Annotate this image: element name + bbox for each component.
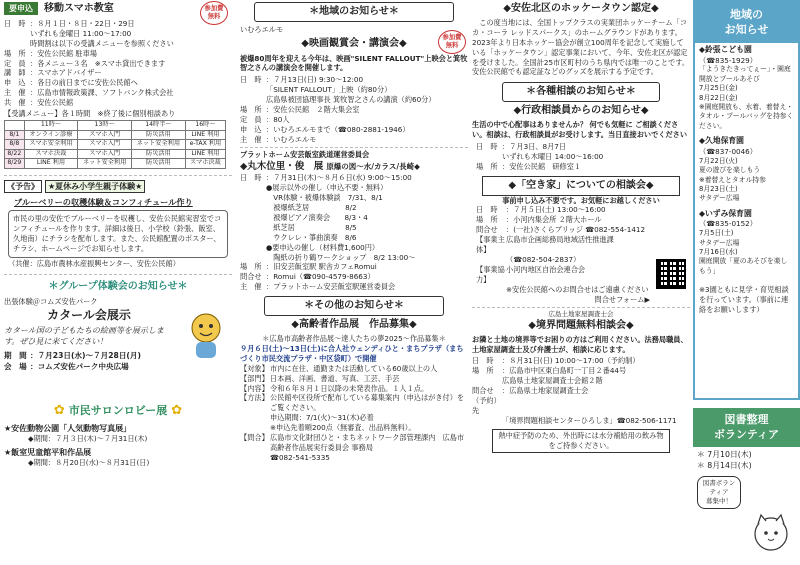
sidebar-note: ※3園ともに見学・育児相談を行っています。（事前に連絡をお願いします） bbox=[699, 285, 789, 315]
info-row bbox=[472, 416, 690, 426]
info-key bbox=[240, 243, 266, 253]
info-key: 講 師 bbox=[4, 68, 26, 78]
kyokai-intro: お隣と土地の境界等でお困りの方はご利用ください。法務局職員、土地家屋調査士及び弁護士が、相談に応じます。 bbox=[472, 334, 688, 354]
info-key bbox=[240, 413, 270, 423]
library-title: 図書整理 ボランティア bbox=[693, 408, 800, 447]
info-key bbox=[240, 95, 266, 105]
sidebar-title: 地域の お知らせ bbox=[695, 2, 798, 43]
info-row bbox=[4, 98, 232, 108]
table-header-cell: 14時半～ bbox=[132, 121, 186, 131]
info-row bbox=[240, 413, 468, 423]
sumaho-section bbox=[0, 0, 236, 171]
info-key bbox=[240, 223, 266, 233]
gyosei-title: ◆行政相談員からのお知らせ◆ bbox=[513, 105, 649, 117]
info-key: 場 所 bbox=[4, 48, 26, 58]
movie-lines bbox=[240, 75, 468, 145]
inquiry-form-link[interactable]: 問合せフォーム▶ bbox=[594, 294, 650, 304]
free-badge-2: 参加費 無料 bbox=[438, 30, 466, 54]
info-row bbox=[240, 213, 468, 223]
info-key bbox=[240, 423, 270, 433]
info-row bbox=[4, 68, 232, 78]
info-value: いずれも金曜日 11:00～17:00 bbox=[30, 28, 132, 38]
movie-title: ◆映画観賞会・講演会◆ bbox=[301, 37, 407, 49]
info-value: 市内に在住、通勤または活動している60歳以上の人 bbox=[270, 363, 438, 373]
info-value: 日本画、洋画、書道、写真、工芸、手芸 bbox=[270, 373, 400, 383]
sidebar-item bbox=[699, 136, 794, 204]
info-value: いずれも木曜日 14:00～16:00 bbox=[502, 151, 604, 161]
info-row bbox=[240, 272, 468, 282]
info-value: ：いむろエルモまで（☎080-2881-1946） bbox=[266, 125, 410, 135]
akiya-intro: 事前申し込み不要です。お気軽にお越しください bbox=[502, 195, 660, 205]
info-key: 【方法】 bbox=[240, 393, 269, 403]
info-row bbox=[240, 433, 468, 453]
table-row bbox=[5, 140, 226, 150]
info-key: 日 時 bbox=[240, 173, 262, 183]
info-value: 被爆紙芝居 8/2 bbox=[266, 202, 357, 212]
platform-label: プラットホーム安芸飯室鉄道運営委員会 bbox=[240, 149, 370, 159]
heat-note: 熱中症予防のため、外出時には水分補給用の飲み物をご持参ください。 bbox=[492, 429, 670, 453]
maruki-lines bbox=[240, 173, 468, 292]
table-cell: ネット安全利用 bbox=[132, 140, 186, 150]
info-row bbox=[4, 29, 232, 39]
kyokai-title: ◆境界問題無料相談会◆ bbox=[528, 319, 634, 331]
salon-item bbox=[4, 447, 232, 468]
info-value: VR体験・被爆体験談 7/31、8/1 bbox=[266, 192, 383, 202]
menu-table bbox=[4, 120, 226, 169]
table-cell: e-TAX 利用 bbox=[185, 140, 225, 150]
info-row bbox=[476, 205, 690, 215]
info-key bbox=[476, 285, 506, 295]
info-value: 広島県土地家屋調査士会館２階 bbox=[502, 376, 603, 386]
maruki-sub: 原爆の図～水/カラス/長崎◆ bbox=[326, 161, 420, 171]
kikan-row: 期 間 ：７月23日(水)～７月28日(月) bbox=[4, 351, 141, 361]
info-row bbox=[472, 356, 690, 366]
info-key bbox=[4, 39, 30, 49]
info-key bbox=[240, 453, 270, 463]
other-notice-title: ＊その他のお知らせ＊ bbox=[264, 296, 444, 316]
info-row bbox=[240, 453, 468, 463]
info-value: ※安佐公民館へのお問合せはご遠慮ください bbox=[506, 284, 649, 294]
yokoku-tag: ★夏休み小学生親子体験★ bbox=[45, 180, 145, 193]
info-row bbox=[476, 225, 690, 235]
info-value: 申込期間：7/1(火)～31(木)必着 bbox=[270, 413, 374, 423]
info-key bbox=[240, 203, 266, 213]
table-cell: 8/8 bbox=[5, 140, 25, 150]
info-value: 陶紙の折り鶴ワークショップ 8/2 13:00～ bbox=[266, 252, 416, 262]
apply-tag: 要申込 bbox=[4, 2, 38, 15]
salon-title: 市民サロンロビー展 bbox=[68, 404, 168, 418]
info-value: ：広島市情報政策課、ソフトバンク株式会社 bbox=[30, 88, 174, 98]
table-cell: 8/22 bbox=[5, 149, 25, 159]
info-row bbox=[240, 262, 468, 272]
qr-code[interactable] bbox=[656, 259, 686, 289]
info-value: 時間割は以下の受講メニューを参照ください bbox=[30, 38, 174, 48]
sidebar-item-body: 7月5日(土) サタデー広場 7月16日(水) 園庭開放「夏のあそびを楽しもう」 bbox=[699, 229, 788, 275]
sidebar-item-tel: （☎837-0046） bbox=[699, 146, 757, 156]
info-row bbox=[476, 162, 690, 172]
info-value: ※申込先着順200点（無審査、出品料無料）。 bbox=[270, 423, 416, 433]
kyokai-lines bbox=[472, 356, 690, 426]
table-cell: 防災活用 bbox=[132, 149, 186, 159]
sidebar-item bbox=[699, 209, 794, 277]
maruki-title: ◆丸木位里・俊 展 bbox=[240, 160, 324, 172]
table-header-cell: 11時～ bbox=[24, 121, 78, 131]
elmo-label: いむろエルモ bbox=[240, 24, 284, 34]
sunflower-icon: ✿ bbox=[53, 402, 65, 418]
info-value: 令和６年８月１日以降の未発表作品。１人１点。 bbox=[270, 383, 429, 393]
info-value: ウクレレ・箏曲演奏 8/6 bbox=[266, 232, 357, 242]
sidebar-item-name: ◆鈴張こども園 bbox=[699, 44, 752, 54]
info-row bbox=[4, 19, 232, 29]
sidebar-item-name: ◆久地保育園 bbox=[699, 136, 744, 146]
column-4 bbox=[693, 0, 800, 565]
salon-item-period: ◆期間：８月20日(水)～８月31日(日) bbox=[28, 457, 150, 467]
info-key: 日 時 bbox=[476, 205, 498, 215]
column-1 bbox=[0, 0, 236, 565]
sidebar-item bbox=[699, 45, 794, 131]
info-key bbox=[476, 255, 506, 265]
info-key: 問合せ bbox=[240, 272, 262, 282]
info-key bbox=[240, 233, 266, 243]
kataru-message: カタール国の子どもたちの絵画等を展示します。ぜひ見に来てください！ bbox=[4, 326, 164, 347]
blueberry-note: （共催：広島市農林水産振興センター、安佐公民館） bbox=[8, 259, 180, 268]
info-value: 「SILENT FALLOUT」上映（約80分） bbox=[266, 85, 392, 95]
info-value: ：安佐公民館 ２階大集会室 bbox=[266, 105, 360, 115]
info-row bbox=[240, 374, 468, 384]
info-key: 場 所 bbox=[240, 262, 262, 272]
library-date: ＊ 7月10日(木) bbox=[697, 449, 752, 459]
mascot-illustration bbox=[184, 310, 228, 362]
table-cell: 8/1 bbox=[5, 130, 25, 140]
info-row bbox=[476, 215, 690, 225]
info-key bbox=[240, 213, 266, 223]
info-row bbox=[476, 235, 690, 255]
sidebar-item-name: ◆いずみ保育園 bbox=[699, 208, 752, 218]
free-badge: 参加費 無料 bbox=[200, 1, 228, 25]
info-row bbox=[476, 152, 690, 162]
salon-list bbox=[4, 423, 232, 468]
table-row bbox=[5, 149, 226, 159]
info-row bbox=[240, 115, 468, 125]
info-value: ☎082-541-5335 bbox=[270, 453, 330, 463]
info-row bbox=[240, 282, 468, 292]
info-key: 【部門】 bbox=[240, 373, 269, 383]
info-key: 【内容】 bbox=[240, 383, 269, 393]
info-value: ●要申込の催し（材料費1,600円） bbox=[266, 242, 380, 252]
movie-intro: 被爆80周年を迎える今年は、映画"SILENT FALLOUT"上映会と箕牧智之さんの講演会を開催します。 bbox=[240, 53, 468, 73]
info-row bbox=[240, 173, 468, 183]
info-row bbox=[4, 88, 232, 98]
info-row bbox=[4, 39, 232, 49]
info-key bbox=[240, 193, 266, 203]
table-cell: 防災活用 bbox=[132, 130, 186, 140]
table-cell: スマホ入門 bbox=[78, 149, 132, 159]
kaijo-row: 会 場 ：コムズ安佐パーク中央広場 bbox=[4, 361, 129, 371]
info-value: ：各メニュー３名 ※スマホ貸出できます bbox=[30, 58, 166, 68]
info-value: ：広島県土地家屋調査士会 bbox=[502, 386, 589, 396]
info-key: 日 時 bbox=[240, 75, 262, 85]
table-header-cell: 16時～ bbox=[185, 121, 225, 131]
info-key: 主 催 bbox=[240, 282, 262, 292]
blueberry-title: ブルーベリーの収穫体験＆コンフィチュール作り bbox=[14, 196, 193, 207]
info-value: 小河内地区自治会連合会 bbox=[506, 265, 586, 275]
blueberry-body: 市民の里の安佐でブルーベリーを収穫し、安佐公民館実習室でコンフィチュールを作ります。詳細は後日、小学校（鈴張、飯室、久地南）にチラシを配布します。また、公民館配置のポスター、チラシ、ホームページでお知らせします。 bbox=[13, 214, 222, 254]
info-value: ：８月31日(日) 10:00～17:00（予約制） bbox=[502, 356, 640, 366]
info-value: ：安佐公民館 駐車場 bbox=[30, 48, 97, 58]
sidebar-item-body: 7月22日(火) 夏の遊びを楽しもう ※着替えとタオル持参 8月23日(土) サタデー広場 bbox=[699, 156, 766, 203]
salon-item bbox=[4, 423, 232, 444]
info-row bbox=[240, 75, 468, 85]
info-row bbox=[240, 183, 468, 193]
info-value: 広島市企画総務局地域活性推進課 bbox=[506, 235, 614, 245]
info-row bbox=[4, 59, 232, 69]
table-row bbox=[5, 159, 226, 169]
info-key bbox=[476, 152, 502, 162]
info-key bbox=[472, 376, 502, 386]
info-value: ：いむろエルモ bbox=[266, 135, 317, 145]
info-value: ：安佐公民館 研修室１ bbox=[502, 161, 582, 171]
info-row bbox=[472, 376, 690, 386]
menu-caption: 【受講メニュー】各１時間 ※終了後に個別相談あり bbox=[4, 109, 176, 119]
info-row bbox=[476, 142, 690, 152]
info-key: 日 時 bbox=[476, 141, 498, 151]
info-key: 【対象】 bbox=[240, 363, 269, 373]
kyokai-org: 広島土地家屋調査士会 bbox=[548, 309, 614, 318]
info-value: 広島県被団協理事長 箕牧智之さんの講演（約60分） bbox=[266, 95, 436, 105]
table-cell: 防災活用 bbox=[132, 159, 186, 169]
info-key: 場 所 bbox=[476, 161, 498, 171]
boshu-sub: ＊広島市高齢者作品展～達人たちの夢2025～作品募集＊ bbox=[262, 333, 446, 343]
akiya-title: ◆「空き家」についての相談会◆ bbox=[482, 176, 680, 196]
info-value: ：プラットホーム安芸飯室駅運営委員会 bbox=[266, 282, 396, 292]
info-row bbox=[240, 135, 468, 145]
info-key: 問合せ（予約）先 bbox=[472, 386, 501, 416]
soudan-title: ＊各種相談のお知らせ＊ bbox=[502, 82, 660, 102]
table-cell: LINE 利用 bbox=[185, 149, 225, 159]
info-row bbox=[240, 105, 468, 115]
info-value: ：(一社)さくらブリッジ ☎082-554-1412 bbox=[506, 225, 646, 235]
info-key bbox=[4, 29, 30, 39]
info-value: ：各日の前日までに安佐公民館へ bbox=[30, 78, 138, 88]
info-key bbox=[240, 183, 266, 193]
info-key: 場 所 bbox=[240, 105, 262, 115]
info-key: 場 所 bbox=[472, 366, 494, 376]
info-row bbox=[240, 125, 468, 135]
info-row bbox=[240, 193, 468, 203]
info-value: ：Romui（☎090-4579-8663） bbox=[266, 272, 375, 282]
table-row bbox=[5, 130, 226, 140]
info-value: ：７月31日(木)～８月６日(水) 9:00～15:00 bbox=[266, 173, 412, 183]
table-header-cell bbox=[5, 121, 25, 131]
info-row bbox=[240, 423, 468, 433]
column-3 bbox=[472, 0, 690, 565]
info-value: ：小河内集会所 ２階大ホール bbox=[506, 215, 602, 225]
info-row bbox=[240, 393, 468, 413]
info-row bbox=[240, 364, 468, 374]
info-key: 問合せ bbox=[476, 225, 498, 235]
blueberry-box bbox=[8, 210, 228, 258]
info-key: 日 時 bbox=[4, 18, 26, 28]
library-date: ＊ 8月14日(木) bbox=[697, 460, 752, 470]
info-value: ：７月５日(土) 13:00～16:00 bbox=[506, 205, 606, 215]
info-value: ：８月１日・８日・22日・29日 bbox=[30, 18, 135, 28]
sidebar-item-tel: （☎835-0152） bbox=[699, 219, 757, 229]
info-key: 日 時 bbox=[472, 356, 494, 366]
blueberry-section bbox=[0, 180, 236, 269]
info-key bbox=[472, 416, 502, 426]
yokoku-label: 《予告》 bbox=[4, 180, 42, 193]
info-value: （☎082-504-2837） bbox=[506, 255, 581, 265]
sidebar-items bbox=[695, 43, 798, 283]
table-cell: オンライン診療 bbox=[24, 130, 78, 140]
area-sidebar bbox=[693, 0, 800, 400]
salon-section bbox=[0, 402, 236, 468]
info-row bbox=[240, 223, 468, 233]
table-cell: スマホ入門 bbox=[78, 140, 132, 150]
info-value: ●展示以外の催し（申込不要・無料） bbox=[266, 182, 388, 192]
column-2 bbox=[240, 0, 468, 565]
info-value: 被爆ピアノ演奏会 8/3・4 bbox=[266, 212, 368, 222]
table-cell: LINE 利用 bbox=[185, 130, 225, 140]
boshu-intro: ９月６日(土)～13日(土)に合人社ウェンディひと・まちプラザ（まちづくり市民交流プラザ・中区袋町）で開催 bbox=[240, 343, 464, 363]
info-value: ：スマホアドバイザー bbox=[30, 68, 102, 78]
gyosei-intro: 生活の中で心配事はありませんか？ 何でも気軽に ご相談ください。相談は、行政相談員がお受けします。当日直接おいでください bbox=[472, 120, 688, 139]
info-key: 申 込 bbox=[240, 125, 262, 135]
hockey-title: ◆安佐北区のホッケータウン認定◆ bbox=[503, 3, 659, 14]
info-row bbox=[240, 253, 468, 263]
kataru-title: カタール会展示 bbox=[47, 307, 131, 322]
group-sub: 出張体験＠コムズ安佐パーク bbox=[4, 296, 98, 306]
info-value: ：80人 bbox=[266, 115, 290, 125]
table-cell: 8/29 bbox=[5, 159, 25, 169]
library-dates bbox=[693, 447, 800, 475]
info-value: ：広島市中区東白島町一丁目２番44号 bbox=[502, 366, 627, 376]
info-key: 【問合】 bbox=[240, 433, 269, 443]
info-row bbox=[240, 203, 468, 213]
area-notice-title: ＊地域のお知らせ＊ bbox=[254, 2, 454, 22]
info-row bbox=[472, 386, 690, 416]
sunflower-icon: ✿ bbox=[171, 402, 183, 418]
info-row bbox=[240, 384, 468, 394]
info-value: ：７月13日(日) 9:30～12:00 bbox=[266, 75, 364, 85]
info-key: 主 催 bbox=[240, 135, 262, 145]
info-value: 「境界問題相談センターひろしま」☎082-506-1171 bbox=[502, 416, 677, 426]
info-row bbox=[240, 95, 468, 105]
cat-illustration bbox=[748, 512, 794, 557]
info-key bbox=[240, 253, 266, 263]
group-section bbox=[0, 280, 236, 400]
info-value: ：７月3日、8月7日 bbox=[502, 141, 567, 151]
info-key: 共 催 bbox=[4, 98, 26, 108]
sidebar-item-tel: （☎835-1929） bbox=[699, 55, 757, 65]
boshu-title: ◆高齢者作品展 作品募集◆ bbox=[291, 319, 417, 331]
gyosei-lines bbox=[472, 142, 690, 172]
salon-item-name: ★飯室児童館平和作品展 bbox=[4, 447, 92, 457]
sidebar-item-body: 「ようきたきってぇー」・園庭開放とプールあそび 7月25日(金) 8月22日(金) ※園庭開放も、水着、着替え・タオル・プールバッグを持参ください。 bbox=[699, 65, 794, 130]
info-key: 定 員 bbox=[240, 115, 262, 125]
boshu-lines bbox=[240, 364, 468, 463]
table-cell: スマホ入門 bbox=[78, 130, 132, 140]
salon-item-name: ★安佐動物公園「人気動物写真展」 bbox=[4, 423, 132, 433]
info-row bbox=[4, 78, 232, 88]
info-value: 公民館や区役所で配布している募集案内（申込はがき付）をご覧ください。 bbox=[270, 393, 465, 413]
section-title: 移動スマホ教室 bbox=[44, 3, 114, 14]
schedule-lines bbox=[4, 19, 232, 108]
table-cell: スマホ決裁 bbox=[185, 159, 225, 169]
info-key: 定 員 bbox=[4, 58, 26, 68]
info-key: 場 所 bbox=[476, 215, 498, 225]
info-row bbox=[472, 366, 690, 376]
table-header-cell: 13時～ bbox=[78, 121, 132, 131]
info-key bbox=[240, 85, 266, 95]
info-key: 【事業主体】 bbox=[476, 235, 505, 255]
info-row bbox=[240, 243, 468, 253]
volunteer-bubble: 図書ボランティア 募集中！ bbox=[697, 476, 741, 509]
info-row bbox=[240, 233, 468, 243]
group-title: ＊グループ体験会のお知らせ＊ bbox=[48, 280, 188, 292]
salon-item-period: ◆期間：７月３日(木)～７月31日(木) bbox=[28, 433, 148, 443]
hockey-body: この度当地には、全国トップクラスの実業団ホッケーチーム「コカ・コーラ レッドスパークス」のホームグラウンドがあります。2023年より日本ホッケー協会が創立100周年を記念して実施している「ホッケータウン」認定事業において、今年、安佐北区が認定を受けました。全国計25市区町村のうち県内では唯一のことです。安佐公民館でも認定証などのグッズを展示する予定です。 bbox=[472, 17, 690, 77]
info-value: ：安佐公民館 bbox=[30, 98, 74, 108]
info-value: 紙芝居 8/5 bbox=[266, 222, 357, 232]
info-value: 広島市文化財団ひと・まちネットワーク部管理課内 広島市高齢者作品展実行委員会 事務局 bbox=[270, 433, 465, 453]
table-cell: ネット安全利用 bbox=[78, 159, 132, 169]
info-value: ：旧安芸飯室駅 駅舎カフェRomui bbox=[266, 262, 377, 272]
info-key: 申 込 bbox=[4, 78, 26, 88]
table-cell: スマホ決裁 bbox=[24, 149, 78, 159]
table-cell: スマホ安全利用 bbox=[24, 140, 78, 150]
info-row bbox=[4, 49, 232, 59]
info-row bbox=[240, 85, 468, 95]
info-key: 【事業協力】 bbox=[476, 265, 505, 284]
table-cell: LINE 利用 bbox=[24, 159, 78, 169]
info-key: 主 催 bbox=[4, 88, 26, 98]
